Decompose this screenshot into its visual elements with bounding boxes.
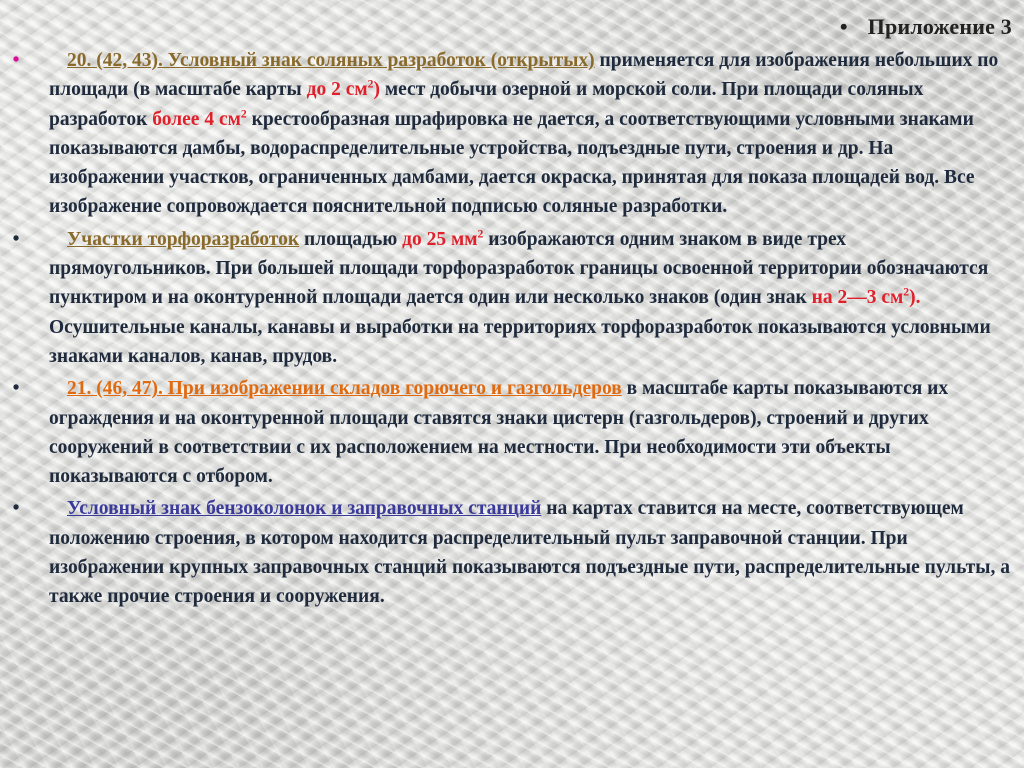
peat-works-highlight-1: до 25 $мм^2$	[402, 227, 484, 250]
peat-works-text-2: изображаются одним знаком в виде трех прямоугольников. При большей площади торфоразработок границы освоенной территории обозначаются пунктиром и на оконтуренной площади дается один или несколько знаков (один знак	[49, 228, 989, 309]
bullet-marker: •	[12, 50, 20, 71]
appendix-heading	[840, 14, 1012, 40]
peat-works-text-3: Осушительные каналы, канавы и выработки на территориях торфоразработок показываются условными знаками каналов, канав, прудов.	[49, 316, 991, 367]
bullet-item-peat-works	[10, 225, 1010, 371]
bullet-marker: •	[12, 378, 20, 400]
bullet-item-fuel-depots	[10, 374, 1010, 491]
salt-works-highlight-2: более 4 $см^2$	[152, 107, 247, 130]
salt-works-text-2: мест добычи озерной и морской соли. При площади соляных разработок	[49, 79, 924, 130]
bullet-item-salt-works	[10, 46, 1010, 222]
fuel-depots-lead: 21. (46, 47). При изображении складов горючего и газгольдеров	[67, 378, 622, 400]
peat-works-text-1: площадью	[299, 228, 403, 250]
peat-works-lead: Участки торфоразработок	[67, 228, 300, 250]
bullet-marker: •	[12, 498, 20, 520]
salt-works-text-1: применяется для изображения небольших по площади (в масштабе карты	[49, 50, 999, 101]
salt-works-highlight-1: до 2 $см^2$)	[306, 77, 380, 101]
bullet-item-gas-stations	[10, 494, 1010, 611]
peat-works-highlight-2: на 2—3 $см^2$).	[811, 285, 921, 309]
bullet-list	[10, 46, 1010, 615]
bullet-marker: •	[12, 228, 20, 250]
gas-stations-text-1: на картах ставится на месте, соответствующем положению строения, в котором находится распределительный пульт заправочной станции. При изображении крупных заправочных станций показываются подъездные пути, распределительные пульты, а также прочие строения и сооружения.	[49, 498, 1010, 608]
fuel-depots-text-1: в масштабе карты показываются их ограждения и на оконтуренной площади ставятся знаки цистерн (газгольдеров), строений и других сооружений в соответствии с их расположением на местности. При необходимости эти объекты показываются с отбором.	[49, 378, 949, 488]
heading-title: Приложение 3	[867, 14, 1012, 39]
salt-works-text-3: крестообразная шрафировка не дается, а соответствующими условными знаками показываются дамбы, водораспределительные устройства, подъездные пути, строения и др. На изображении участков, ограниченных дамбами, дается окраска, принятая для показа площадей вод. Все изображение сопровождается пояснительной подписью соляные разработки.	[49, 108, 975, 218]
salt-works-lead: 20. (42, 43). Условный знак соляных разработок (открытых)	[67, 50, 595, 71]
heading-bullet: •	[839, 14, 848, 39]
gas-stations-lead: Условный знак бензоколонок и заправочных станций	[67, 498, 542, 520]
